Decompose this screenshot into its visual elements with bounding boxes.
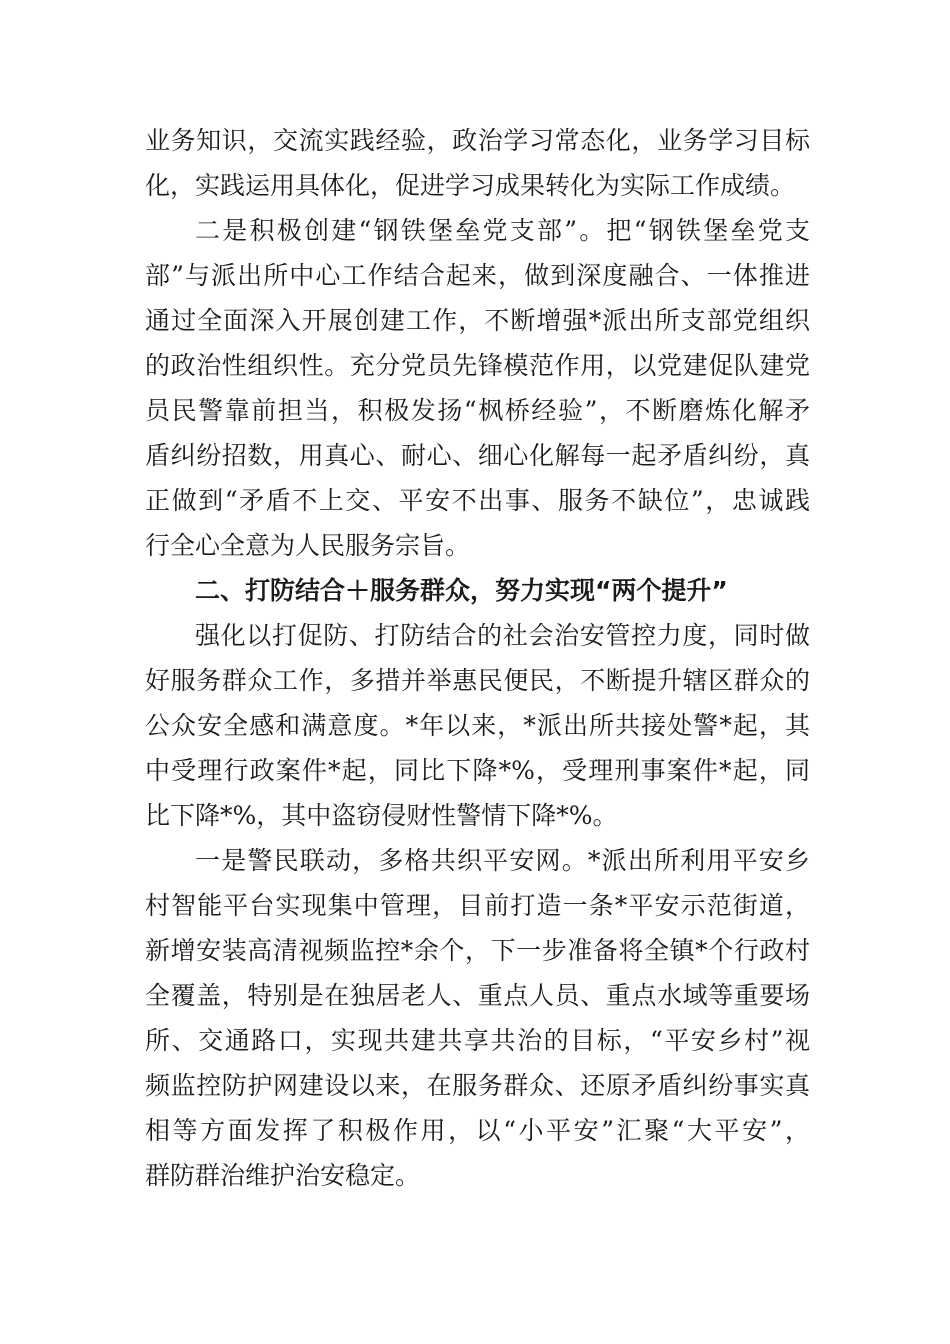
text-line: 好服务群众工作，多措并举惠民便民，不断提升辖区群众的	[145, 666, 810, 695]
text-line: 相等方面发挥了积极作用，以“小平安”汇聚“大平安”，	[145, 1116, 810, 1145]
text-line: 比下降*%，其中盗窃侵财性警情下降*%。	[145, 801, 618, 830]
text-line: 行全心全意为人民服务宗旨。	[145, 531, 471, 560]
text-line: 的政治性组织性。充分党员先锋模范作用，以党建促队建党	[145, 351, 810, 380]
text-line: 盾纠纷招数，用真心、耐心、细心化解每一起矛盾纠纷，真	[145, 441, 810, 470]
text-line: 通过全面深入开展创建工作，不断增强*派出所支部党组织	[145, 306, 810, 335]
text-line: 中受理行政案件*起，同比下降*%，受理刑事案件*起，同	[145, 756, 810, 785]
text-line: 所、交通路口，实现共建共享共治的目标，“平安乡村”视	[145, 1026, 810, 1055]
text-line: 员民警靠前担当，积极发扬“枫桥经验”，不断磨炼化解矛	[145, 396, 810, 425]
text-line: 化，实践运用具体化，促进学习成果转化为实际工作成绩。	[145, 171, 796, 200]
text-line: 全覆盖，特别是在独居老人、重点人员、重点水域等重要场	[145, 981, 810, 1010]
paragraph-start-line: 强化以打促防、打防结合的社会治安管控力度，同时做	[195, 621, 810, 650]
text-line: 部”与派出所中心工作结合起来，做到深度融合、一体推进	[145, 261, 810, 290]
paragraph-start-line: 一是警民联动，多格共织平安网。*派出所利用平安乡	[195, 846, 810, 875]
text-line: 新增安装高清视频监控*余个，下一步准备将全镇*个行政村	[145, 936, 810, 965]
text-line: 群防群治维护治安稳定。	[145, 1161, 421, 1190]
text-line: 正做到“矛盾不上交、平安不出事、服务不缺位”，忠诚践	[145, 486, 810, 515]
section-heading: 二、打防结合＋服务群众，努力实现“两个提升”	[195, 576, 728, 605]
text-line: 频监控防护网建设以来，在服务群众、还原矛盾纠纷事实真	[145, 1071, 810, 1100]
text-line: 村智能平台实现集中管理，目前打造一条*平安示范街道，	[145, 891, 810, 920]
paragraph-start-line: 二是积极创建“钢铁堡垒党支部”。把“钢铁堡垒党支	[195, 216, 810, 245]
text-line: 业务知识，交流实践经验，政治学习常态化，业务学习目标	[145, 126, 810, 155]
text-line: 公众安全感和满意度。*年以来，*派出所共接处警*起，其	[145, 711, 810, 740]
